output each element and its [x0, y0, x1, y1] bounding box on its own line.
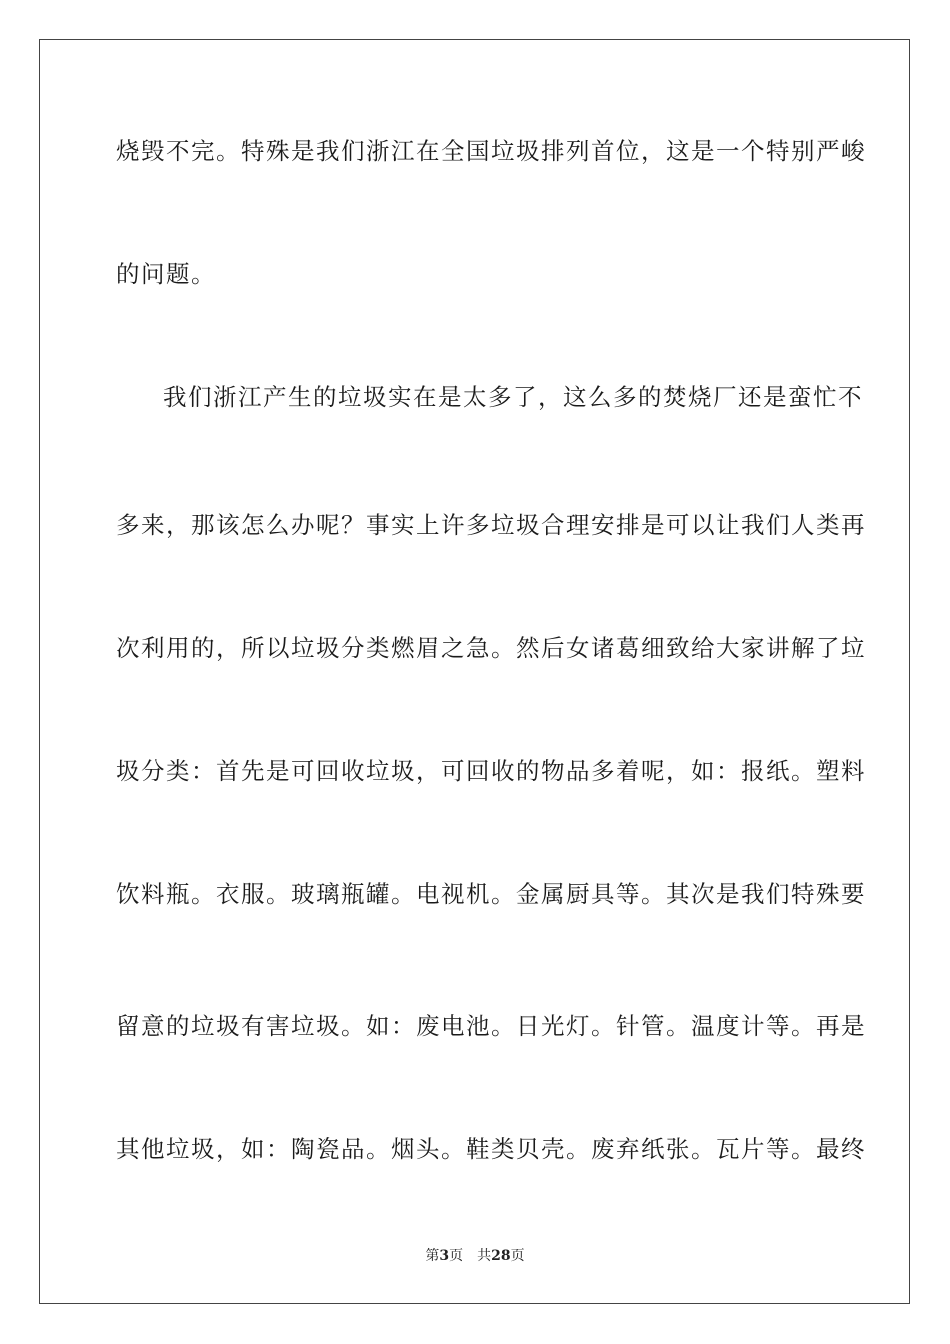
- page-border: [39, 39, 910, 1304]
- page-number: 3: [439, 1248, 450, 1264]
- paragraph-line: 多来，那该怎么办呢？事实上许多垃圾合理安排是可以让我们人类再: [116, 511, 866, 539]
- total-prefix: 共: [477, 1248, 492, 1264]
- paragraph-line: 次利用的，所以垃圾分类燃眉之急。然后女诸葛细致给大家讲解了垃: [116, 634, 866, 662]
- total-pages: 28: [491, 1248, 511, 1264]
- paragraph-line: 饮料瓶。衣服。玻璃瓶罐。电视机。金属厨具等。其次是我们特殊要: [116, 880, 866, 908]
- paragraph-line: 我们浙江产生的垃圾实在是太多了，这么多的焚烧厂还是蛮忙不: [163, 383, 863, 411]
- paragraph-line: 留意的垃圾有害垃圾。如：废电池。日光灯。针管。温度计等。再是: [116, 1012, 866, 1040]
- paragraph-line: 烧毁不完。特殊是我们浙江在全国垃圾排列首位，这是一个特别严峻: [116, 137, 866, 165]
- page-suffix: 页: [449, 1248, 464, 1264]
- paragraph-line: 其他垃圾，如：陶瓷品。烟头。鞋类贝壳。废弃纸张。瓦片等。最终: [116, 1135, 866, 1163]
- total-suffix: 页: [510, 1248, 525, 1264]
- page-prefix: 第: [425, 1248, 440, 1264]
- paragraph-line: 的问题。: [116, 260, 216, 288]
- paragraph-line: 圾分类：首先是可回收垃圾，可回收的物品多着呢，如：报纸。塑料: [116, 757, 866, 785]
- page-footer: [0, 1246, 950, 1266]
